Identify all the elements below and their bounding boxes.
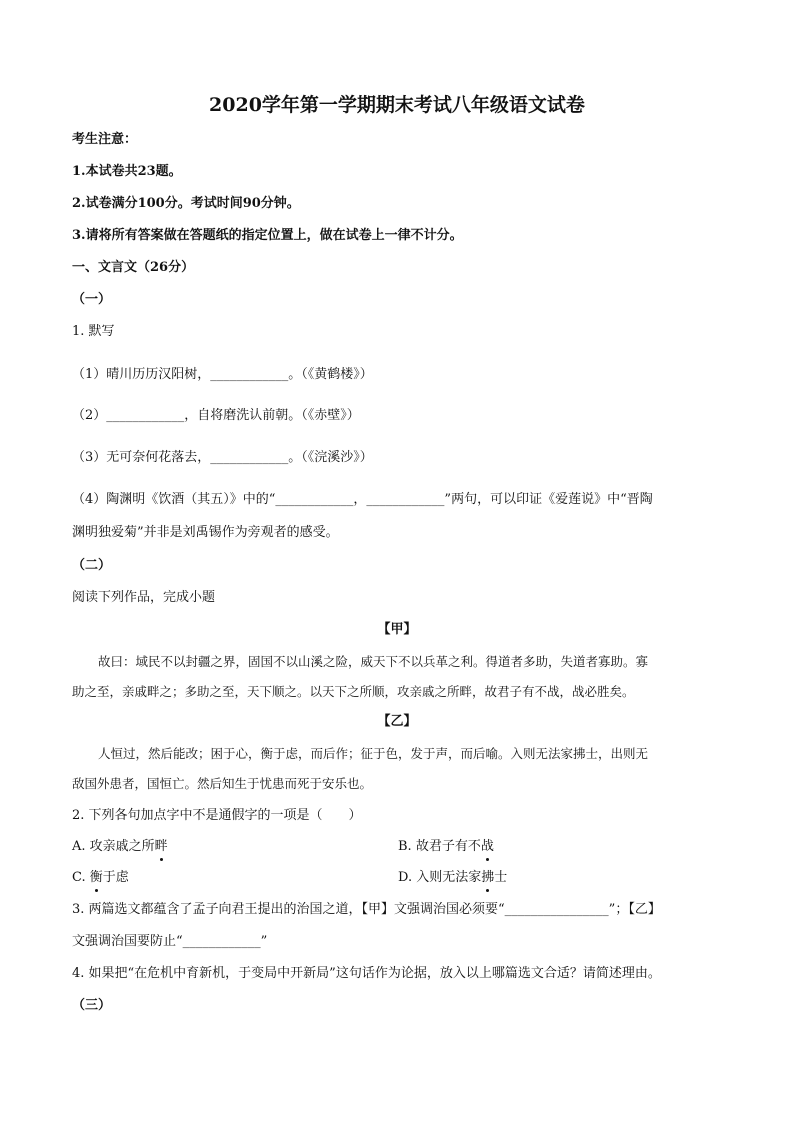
notice-heading: 考生注意： [72, 132, 138, 147]
notice-item: 3.请将所有答案做在答题纸的指定位置上，做在试卷上一律不计分。 [72, 228, 463, 243]
dictation-item: 渊明独爱菊”并非是刘禹锡作为旁观者的感受。 [72, 525, 339, 540]
part-label: （三） [72, 998, 112, 1013]
page-title: 2020学年第一学期期末考试八年级语文试卷 [209, 94, 585, 116]
option-b: B. 故君子有不战 [398, 837, 494, 857]
dictation-item: （4）陶渊明《饮酒（其五）》中的“____________，____________”两句，可以印证《爱莲说》中“晋陶 [72, 492, 653, 507]
option-d: D. 入则无法家拂士 [398, 868, 507, 888]
question-title: 1. 默写 [72, 324, 115, 339]
question-stem: 4. 如果把“在危机中育新机，于变局中开新局”这句话作为论据，放入以上哪篇选文合适？请简述理由。 [72, 966, 661, 981]
option-a: A. 攻亲戚之所畔 [72, 837, 168, 857]
option-c: C. 衡于虑 [72, 868, 129, 888]
passage-line: 助之至，亲戚畔之；多助之至，天下顺之。以天下之所顺，攻亲戚之所畔，故君子有不战，战必胜矣。 [72, 684, 635, 699]
dotted-char: 拂 [481, 868, 494, 888]
dotted-char: 衡 [90, 868, 103, 888]
reading-intro: 阅读下列作品，完成小题 [72, 590, 216, 605]
part-label: （二） [72, 558, 112, 573]
dictation-item: （1）晴川历历汉阳树，____________。（《黄鹤楼》） [72, 367, 373, 382]
notice-item: 2.试卷满分100分。考试时间90分钟。 [72, 196, 300, 211]
question-stem: 3. 两篇选文都蕴含了孟子向君王提出的治国之道，【甲】文强调治国必须要“________________”；【乙】 [72, 902, 661, 917]
passage-line: 敌国外患者，国恒亡。然后知生于忧患而死于安乐也。 [72, 776, 373, 791]
passage-label: 【乙】 [377, 714, 417, 729]
dictation-item: （3）无可奈何花落去，____________。（《浣溪沙》） [72, 450, 373, 465]
passage-label: 【甲】 [377, 622, 417, 637]
passage-line: 人恒过，然后能改；困于心，衡于虑，而后作；征于色，发于声，而后喻。入则无法家拂士，出则无 [98, 746, 649, 761]
question-stem: 2. 下列各句加点字中不是通假字的一项是（ ） [72, 808, 362, 823]
question-stem: 文强调治国要防止“____________” [72, 934, 268, 949]
passage-line: 故曰：域民不以封疆之界，固国不以山溪之险，威天下不以兵革之利。得道者多助，失道者寡助。寡 [98, 654, 649, 669]
dotted-char: 战 [481, 837, 494, 857]
section-heading: 一、文言文（26分） [72, 260, 195, 275]
dictation-item: （2）____________，自将磨洗认前朝。（《赤壁》） [72, 408, 360, 423]
dotted-char: 畔 [155, 837, 168, 857]
part-label: （一） [72, 292, 112, 307]
notice-item: 1.本试卷共23题。 [72, 164, 182, 179]
